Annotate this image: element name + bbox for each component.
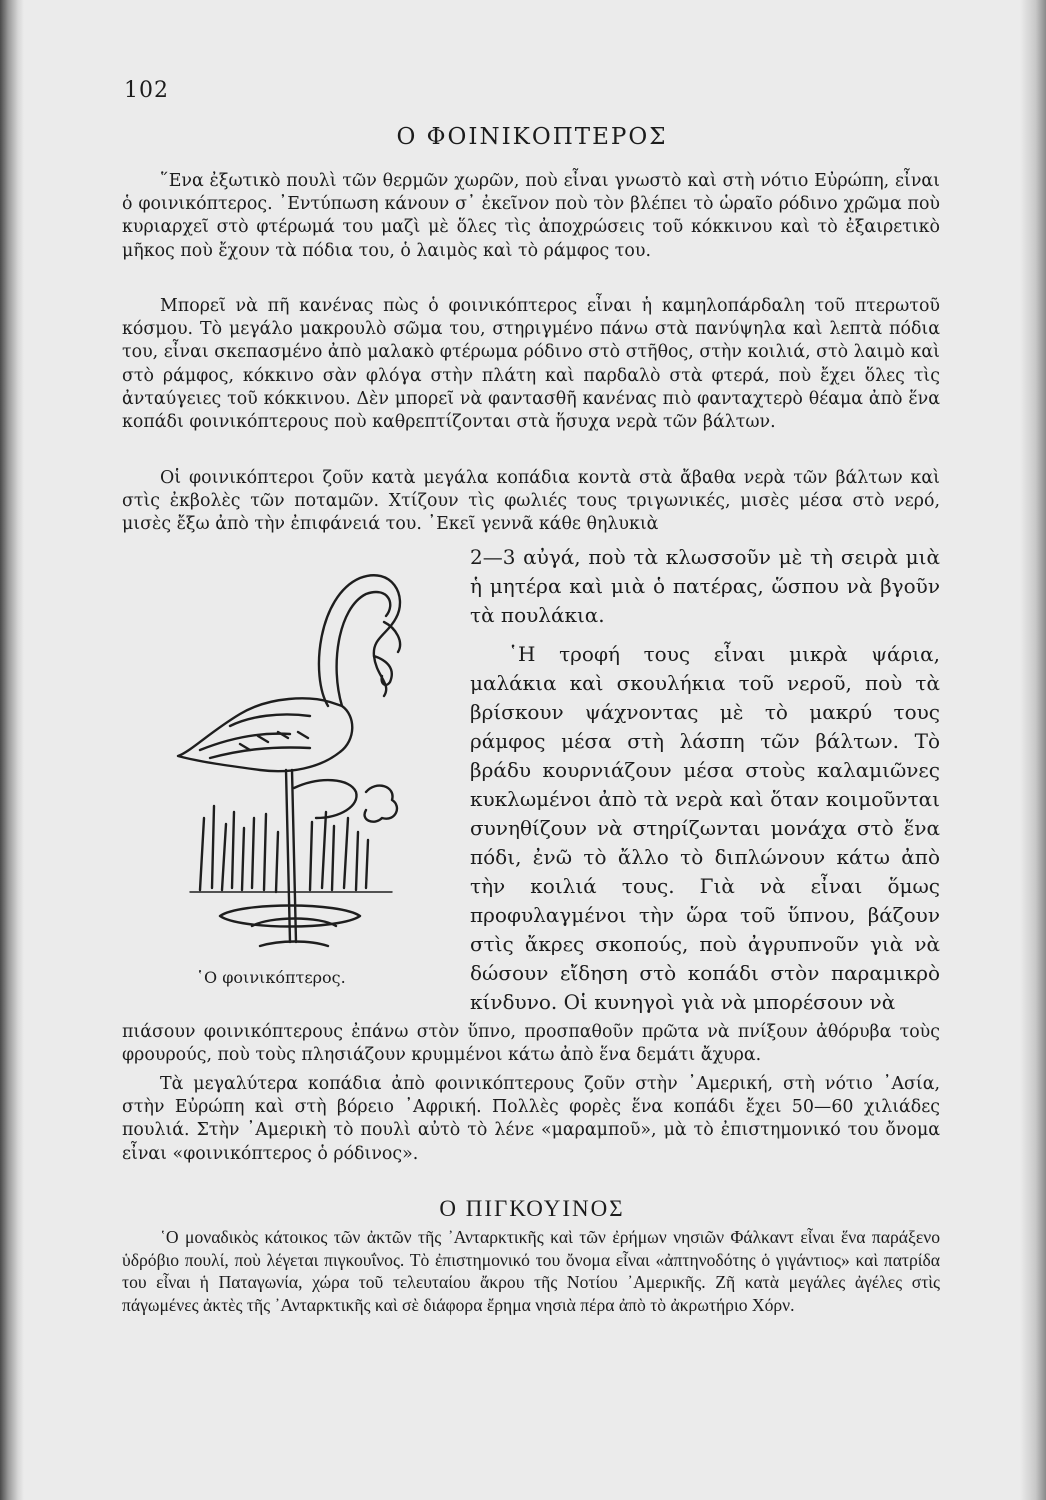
paragraph-description: Μπορεῖ νὰ πῆ κανένας πὼς ὁ φοινικόπτερος εἶναι ἡ καμηλοπάρδαλη τοῦ πτερωτοῦ κόσμου. Τὸ μεγάλο μακρουλὸ σῶμα του, στηριγμένο πάνω στὰ πανύψηλα καὶ λεπτὰ πόδια του, εἶναι σκεπασμένο ἀπὸ μαλακὸ φτέρωμα ρόδινο στὸ στῆθος, στὴν κοιλιά, στὸ λαιμὸ καὶ στὸ ράμφος, κόκκινο σὰν φλόγα στὴν πλάτη καὶ παρδαλὸ στὰ φτερά, ποὺ ἔχει ὅλες τὶς ἀνταύγειες τοῦ κόκκινου. Δὲν μπορεῖ νὰ φαντασθῆ κανένας πιὸ φανταχτερὸ θέαμα ἀπὸ ἕνα κοπάδι φοινικόπτερους ποὺ καθρεπτίζονται στὰ ἥσυχα νερὰ τῶν βάλτων.	[122, 296, 940, 433]
page-binding-shadow	[0, 0, 24, 1500]
flamingo-drawing	[160, 556, 420, 956]
paragraph-habitat: Οἱ φοινικόπτεροι ζοῦν κατὰ μεγάλα κοπάδια κοντὰ στὰ ἄβαθα νερὰ τῶν βάλτων καὶ στὶς ἐκβολὲς τῶν ποταμῶν. Χτίζουν τὶς φωλιές τους τριγωνικές, μισὲς μέσα στὸ νερό, μισὲς ἔξω ἀπὸ τὴν ἐπιφάνειά του. ᾽Εκεῖ γεννᾶ κάθε θηλυκιὰ	[122, 468, 940, 535]
figure-caption: ῾Ο φοινικόπτερος.	[196, 968, 346, 987]
paragraph-penguin: ῾Ο μοναδικὸς κάτοικος τῶν ἀκτῶν τῆς ᾽Ανταρκτικῆς καὶ τῶν ἐρήμων νησιῶν Φάλκαντ εἶναι ἕνα παράξενο ὑδρόβιο πουλί, ποὺ λέγεται πιγκουΐνος. Τὸ ἐπιστημονικό του ὄνομα εἶναι «ἀπτηνοδότης ὁ γιγάντιος» καὶ πατρίδα του εἶναι ἡ Παταγωνία, χώρα τοῦ τελευταίου ἄκρου τῆς Νοτίου ᾽Αμερικῆς. Ζῆ κατὰ μεγάλες ἀγέλες στὶς πάγωμένες ἀκτὲς τῆς ᾽Ανταρκτικῆς καὶ σὲ διάφορα ἔρημα νησιὰ πέρα ἀπὸ τὸ ἀκρωτήριο Χόρν.	[122, 1227, 940, 1315]
page-number: 102	[124, 78, 169, 103]
paragraph-intro: ῞Ενα ἐξωτικὸ πουλὶ τῶν θερμῶν χωρῶν, ποὺ εἶναι γνωστὸ καὶ στὴ νότιο Εὐρώπη, εἶναι ὁ φοινικόπτερος. ᾽Εντύπωση κάνουν σ᾽ ἐκεῖνον ποὺ τὸν βλέπει τὸ ὡραῖο ρόδινο χρῶμα ποὺ κυριαρχεῖ στὸ φτέρωμά του μαζὶ μὲ ὅλες τὶς ἀποχρώσεις τοῦ κόκκινου καὶ τὸ ἐξαιρετικὸ μῆκος ποὺ ἔχουν τὰ πόδια του, ὁ λαιμὸς καὶ τὸ ράμφος του.	[122, 171, 940, 261]
flamingo-illustration	[160, 556, 420, 956]
column-text-food	[470, 640, 940, 1017]
paragraph-eggs: 2—3 αὐγά, ποὺ τὰ κλωσσοῦν μὲ τὴ σειρὰ μιὰ ἡ μητέρα καὶ μιὰ ὁ πατέρας, ὥσπου νὰ βγοῦν τὰ πουλάκια.	[470, 545, 940, 627]
page-edge-shadow	[1020, 0, 1046, 1500]
column-text-eggs	[470, 543, 940, 630]
article-title-flamingo: Ο ΦΟΙΝΙΚΟΠΤΕΡΟΣ	[396, 124, 668, 150]
paragraph-food: ῾Η τροφή τους εἶναι μικρὰ ψάρια, μαλάκια καὶ σκουλήκια τοῦ νεροῦ, ποὺ τὰ βρίσκουν ψάχνοντας μὲ τὸ μακρύ τους ράμφος μέσα στὴ λάσπη τῶν βάλτων. Τὸ βράδυ κουρνιάζουν μέσα στοὺς καλαμιῶνες κυκλωμένοι ἀπὸ τὰ νερὰ καὶ ὅταν κοιμοῦνται συνηθίζουν νὰ στηρίζωνται μονάχα στὸ ἕνα πόδι, ἐνῶ τὸ ἄλλο τὸ διπλώνουν κάτω ἀπὸ τὴν κοιλιά τους. Γιὰ νὰ εἶναι ὅμως προφυλαγμένοι τὴν ὥρα τοῦ ὕπνου, βάζουν στὶς ἄκρες σκοπούς, ποὺ ἀγρυπνοῦν γιὰ νὰ δώσουν εἴδηση στὸ κοπάδι στὸν παραμικρὸ κίνδυνο. Οἱ κυνηγοὶ γιὰ νὰ μπορέσουν νὰ	[470, 642, 940, 1014]
paragraph-hunters: πιάσουν φοινικόπτερους ἐπάνω στὸν ὕπνο, προσπαθοῦν πρῶτα νὰ πνίξουν ἀθόρυβα τοὺς φρουρούς, ποὺ τοὺς πλησιάζουν κρυμμένοι κάτω ἀπὸ ἕνα δεμάτι ἄχυρα.	[122, 1022, 940, 1066]
article-title-penguin: Ο ΠΙΓΚΟΥΙΝΟΣ	[439, 1196, 625, 1221]
paragraph-range: Τὰ μεγαλύτερα κοπάδια ἀπὸ φοινικόπτερους ζοῦν στὴν ᾽Αμερική, στὴ νότιο ᾽Ασία, στὴν Εὐρώπη καὶ στὴ βόρειο ᾽Αφρική. Πολλὲς φορὲς ἕνα κοπάδι ἔχει 50—60 χιλιάδες πουλιά. Στὴν ᾽Αμερικὴ τὸ πουλὶ αὐτὸ τὸ λένε «μαραμποῦ», μὰ τὸ ἐπιστημονικό του ὄνομα εἶναι «φοινικόπτερος ὁ ρόδινος».	[122, 1074, 940, 1164]
